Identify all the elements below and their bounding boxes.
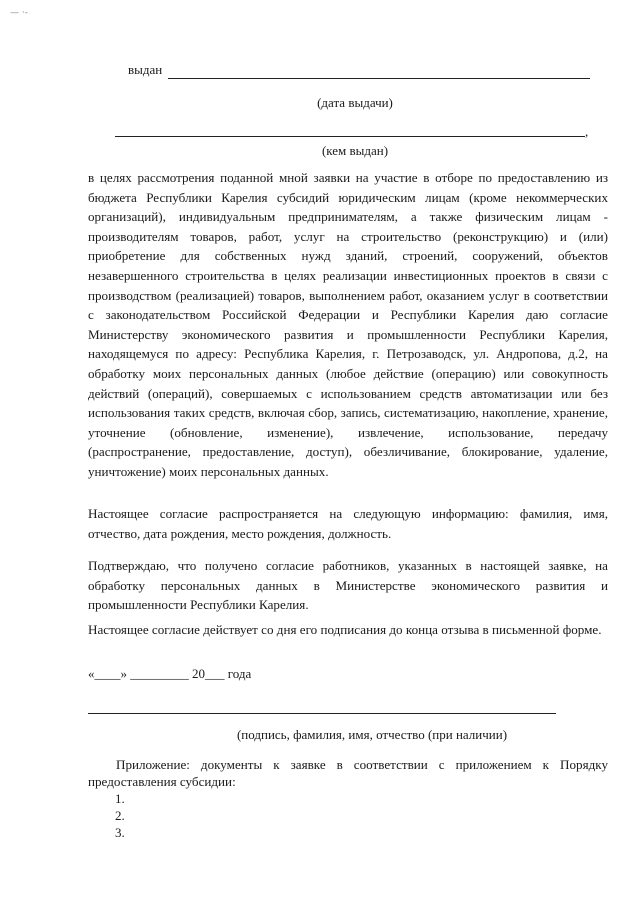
- header-mark: — ·-: [10, 8, 28, 18]
- issued-by-blank-line: [115, 136, 585, 137]
- signature-caption: (подпись, фамилия, имя, отчество (при наличии): [236, 727, 508, 742]
- list-item: 3.: [115, 825, 125, 840]
- date-line: «____» _________ 20___ года: [88, 666, 252, 681]
- list-item: 2.: [115, 808, 125, 823]
- validity-paragraph: Настоящее согласие действует со дня его подписания до конца отзыва в письменной форме.: [88, 622, 602, 637]
- appendix-paragraph: Приложение: документы к заявке в соответствии с приложением к Порядку предоставления субсидии:: [88, 757, 608, 789]
- appendix-list: [115, 790, 125, 841]
- by-caption: (кем выдан): [321, 143, 389, 158]
- issued-blank-line: [168, 78, 590, 79]
- scope-paragraph: Настоящее согласие распространяется на следующую информацию: фамилия, имя, отчество, дата рождения, место рождения, должность.: [88, 506, 608, 541]
- issued-label: выдан: [128, 62, 163, 77]
- confirm-paragraph: Подтверждаю, что получено согласие работников, указанных в настоящей заявке, на обработку персональных данных в Министерстве экономического развития и промышленности Республики Карелия.: [88, 558, 608, 613]
- issued-line-tail: ,: [585, 124, 589, 139]
- list-item: 1.: [115, 791, 125, 806]
- consent-body-paragraph: в целях рассмотрения поданной мной заявки на участие в отборе по предоставлению из бюджета Республики Карелия субсидий юридическим лицам (кроме некоммерческих организаций), индивидуальным предпринимателям, а также физическим лицам - производителям товаров, работ, услуг на строительство (реконструкцию) и (или) приобретение для собственных нужд зданий, строений, сооружений, объектов незавершенного строительства в целях реализации инвестиционных проектов в связи с производством (реализацией) товаров, выполнением работ, оказанием услуг в соответствии с законодательством Российской Федерации и Республики Карелия даю согласие Министерству экономического развития и промышленности Республики Карелия, находящемуся по адресу: Республика Карелия, г. Петрозаводск, ул. Андропова, д.2, на обработку моих персональных данных (любое действие (операцию) или совокупность действий (операций), совершаемых с использованием средств автоматизации или без использования таких средств, включая сбор, запись, систематизацию, накопление, хранение, уточнение (обновление, изменение), извлечение, использование, передачу (распространение, предоставление, доступ), обезличивание, блокирование, удаление, уничтожение) моих персональных данных.: [88, 170, 608, 479]
- date-caption: (дата выдачи): [317, 95, 393, 110]
- signature-blank-line: [88, 713, 556, 714]
